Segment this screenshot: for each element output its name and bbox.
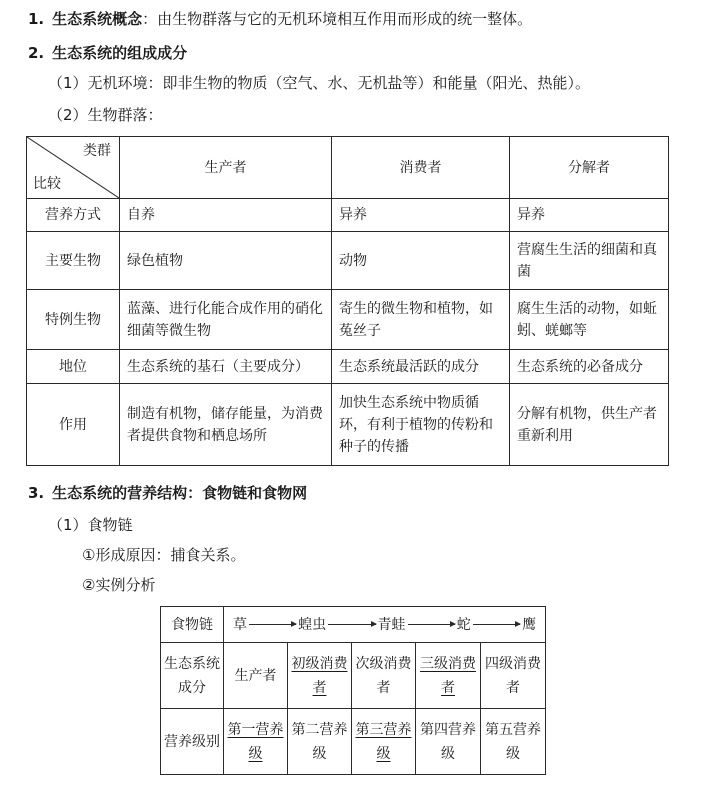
row-label: 营养级别 [161, 709, 224, 775]
table-cell: 生态系统的必备成分 [510, 350, 669, 384]
table-row [27, 290, 669, 350]
section-1-title: 生态系统概念 [52, 10, 143, 28]
table-cell: 生态系统的基石（主要成分） [120, 350, 332, 384]
organism-locust: 蝗虫 [298, 616, 327, 633]
organism-snake: 蛇 [456, 616, 471, 633]
row-label: 生态系统成分 [161, 643, 224, 709]
table-cell: 寄生的微生物和植物，如菟丝子 [332, 290, 510, 350]
table-cell: 第三营养级 [352, 709, 416, 775]
table-header: 生产者 [120, 137, 332, 199]
trophic-level-row [161, 709, 546, 775]
arrow-icon [408, 624, 455, 625]
food-chain-sequence [224, 607, 546, 643]
table-cell: 营腐生生活的细菌和真菌 [510, 232, 669, 290]
table-cell: 四级消费者 [481, 643, 546, 709]
section-3-number: 3. [28, 484, 45, 502]
section-3-item2: ②实例分析 [82, 576, 156, 594]
table-cell: 第五营养级 [481, 709, 546, 775]
community-comparison-table [26, 136, 669, 466]
row-label: 营养方式 [27, 199, 120, 232]
table-cell: 第一营养级 [224, 709, 288, 775]
section-1-text: ：由生物群落与它的无机环境相互作用而形成的统一整体。 [142, 10, 533, 28]
organism-frog: 青蛙 [377, 616, 406, 633]
table-cell: 动物 [332, 232, 510, 290]
table-cell: 初级消费者 [288, 643, 352, 709]
row-label: 地位 [27, 350, 120, 384]
section-1-number: 1. [28, 10, 45, 28]
row-label: 主要生物 [27, 232, 120, 290]
section-3-heading [28, 482, 307, 503]
table-cell: 三级消费者 [416, 643, 481, 709]
section-3-title: 生态系统的营养结构：食物链和食物网 [52, 484, 308, 502]
arrow-icon [473, 624, 520, 625]
table-row [27, 384, 669, 466]
table-cell: 异养 [332, 199, 510, 232]
food-chain-table [160, 606, 546, 775]
table-corner-cell [27, 137, 120, 199]
section-2-heading [28, 42, 187, 63]
food-chain-row [161, 607, 546, 643]
table-cell: 加快生态系统中物质循环，有利于植物的传粉和种子的传播 [332, 384, 510, 466]
organism-grass: 草 [233, 616, 247, 633]
section-3-item1: ①形成原因：捕食关系。 [82, 546, 246, 564]
organism-eagle: 鹰 [522, 616, 537, 633]
ecosystem-component-row [161, 643, 546, 709]
table-cell: 生态系统最活跃的成分 [332, 350, 510, 384]
table-cell: 制造有机物，储存能量，为消费者提供食物和栖息场所 [120, 384, 332, 466]
row-label: 作用 [27, 384, 120, 466]
arrow-icon [328, 624, 375, 625]
table-cell: 第四营养级 [416, 709, 481, 775]
table-header: 分解者 [510, 137, 669, 199]
table-row [27, 350, 669, 384]
table-row [27, 232, 669, 290]
section-2-sub2: （2）生物群落： [48, 106, 163, 124]
table-cell: 腐生生活的动物，如蚯蚓、蜣螂等 [510, 290, 669, 350]
section-2-number: 2. [28, 44, 45, 62]
corner-top-label: 类群 [83, 143, 111, 159]
corner-bottom-label: 比较 [33, 176, 61, 192]
food-chain-label: 食物链 [161, 607, 224, 643]
arrow-icon [249, 624, 296, 625]
table-header: 消费者 [332, 137, 510, 199]
section-3-sub1: （1）食物链 [48, 516, 133, 534]
table-header-row [27, 137, 669, 199]
table-row [27, 199, 669, 232]
table-cell: 分解有机物，供生产者重新利用 [510, 384, 669, 466]
table-cell: 第二营养级 [288, 709, 352, 775]
row-label: 特例生物 [27, 290, 120, 350]
table-cell: 生产者 [224, 643, 288, 709]
table-cell: 次级消费者 [352, 643, 416, 709]
section-2-title: 生态系统的组成成分 [52, 44, 188, 62]
section-2-sub1: （1）无机环境：即非生物的物质（空气、水、无机盐等）和能量（阳光、热能）。 [48, 74, 591, 92]
section-1-line [28, 8, 532, 29]
table-cell: 异养 [510, 199, 669, 232]
table-cell: 自养 [120, 199, 332, 232]
table-cell: 绿色植物 [120, 232, 332, 290]
table-cell: 蓝藻、进行化能合成作用的硝化细菌等微生物 [120, 290, 332, 350]
